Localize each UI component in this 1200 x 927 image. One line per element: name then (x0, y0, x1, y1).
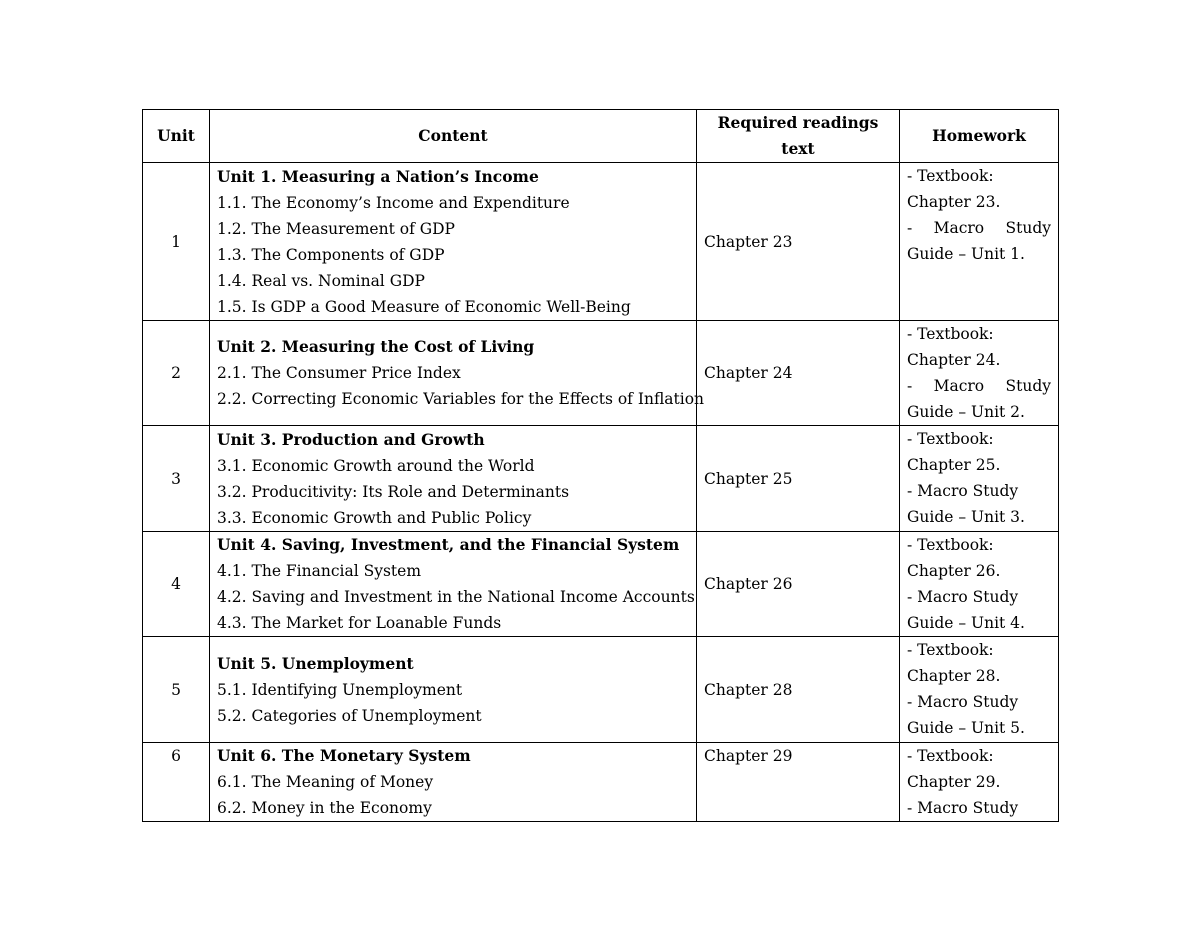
unit-content (210, 426, 697, 532)
topic-item: 5.2. Categories of Unemployment (217, 706, 482, 725)
homework-line: Chapter 26. (907, 562, 1001, 580)
homework-line-study: Study (1005, 219, 1051, 237)
homework-cell (900, 532, 1059, 637)
topic-item: 6.1. The Meaning of Money (217, 773, 434, 791)
unit-title: Unit 2. Measuring the Cost of Living (217, 337, 535, 356)
homework-line: Guide – Unit 4. (907, 614, 1025, 632)
required-reading: Chapter 29 (697, 743, 900, 822)
table-row (143, 637, 1059, 743)
homework-line: Chapter 28. (907, 667, 1001, 685)
homework-line: - Macro Study (907, 693, 1019, 711)
topic-item: 1.5. Is GDP a Good Measure of Economic Well-Being (217, 297, 631, 316)
homework-line: Chapter 25. (907, 456, 1001, 474)
required-reading: Chapter 24 (697, 321, 900, 426)
required-reading: Chapter 25 (697, 426, 900, 532)
homework-cell (900, 426, 1059, 532)
homework-cell (900, 163, 1059, 321)
homework-line-study: Study (1005, 377, 1051, 395)
homework-cell (900, 743, 1059, 822)
unit-content (210, 743, 697, 822)
topic-item: 1.1. The Economy’s Income and Expenditure (217, 193, 570, 212)
homework-line: Guide – Unit 5. (907, 719, 1025, 737)
unit-number: 4 (143, 532, 210, 637)
header-homework: Homework (900, 110, 1059, 163)
homework-line: Guide – Unit 3. (907, 508, 1025, 526)
topic-item: 4.2. Saving and Investment in the National Income Accounts (217, 588, 695, 606)
homework-line (907, 373, 1051, 399)
homework-line-dash: - (907, 377, 913, 395)
homework-cell (900, 637, 1059, 743)
header-content: Content (210, 110, 697, 163)
homework-cell (900, 321, 1059, 426)
topic-item: 3.1. Economic Growth around the World (217, 456, 535, 475)
homework-line: - Macro Study (907, 588, 1019, 606)
homework-line: - Textbook: (907, 325, 994, 343)
unit-content (210, 321, 705, 426)
homework-line: Chapter 29. (907, 773, 1001, 791)
topic-item: 5.1. Identifying Unemployment (217, 680, 463, 699)
topic-item: 2.2. Correcting Economic Variables for the Effects of Inflation (217, 390, 705, 408)
unit-title: Unit 6. The Monetary System (217, 746, 471, 765)
topic-item: 1.2. The Measurement of GDP (217, 219, 455, 238)
homework-line: - Textbook: (907, 430, 994, 448)
homework-line-macro: Macro (933, 219, 985, 237)
topic-item: 2.1. The Consumer Price Index (217, 364, 461, 382)
homework-line: - Macro Study (907, 482, 1019, 500)
topic-item: 1.4. Real vs. Nominal GDP (217, 271, 425, 290)
topic-item: 3.3. Economic Growth and Public Policy (217, 508, 532, 527)
unit-number: 1 (143, 163, 210, 321)
topic-item: 4.3. The Market for Loanable Funds (217, 614, 502, 632)
required-reading: Chapter 23 (697, 163, 900, 321)
table-row (143, 321, 1059, 426)
unit-title: Unit 5. Unemployment (217, 653, 414, 673)
header-unit: Unit (143, 110, 210, 163)
table-row (143, 532, 1059, 637)
header-row (143, 110, 1059, 163)
homework-line (907, 215, 1051, 241)
homework-line: - Macro Study (907, 799, 1019, 817)
homework-line: Chapter 24. (907, 351, 1001, 369)
required-reading: Chapter 26 (697, 532, 900, 637)
topic-item: 6.2. Money in the Economy (217, 799, 432, 817)
required-reading: Chapter 28 (697, 637, 900, 743)
table-row (143, 426, 1059, 532)
homework-line: Guide – Unit 1. (907, 245, 1025, 263)
unit-content (210, 163, 697, 321)
topic-item: 4.1. The Financial System (217, 562, 422, 580)
homework-line: - Textbook: (907, 536, 994, 554)
unit-number: 6 (143, 743, 210, 822)
homework-line: Chapter 23. (907, 193, 1001, 211)
homework-line-dash: - (907, 219, 913, 237)
topic-item: 3.2. Producitivity: Its Role and Determinants (217, 482, 570, 501)
homework-line: - Textbook: (907, 747, 994, 765)
unit-number: 5 (143, 637, 210, 743)
homework-line-macro: Macro (933, 377, 985, 395)
homework-line: Guide – Unit 2. (907, 403, 1025, 421)
unit-title: Unit 1. Measuring a Nation’s Income (217, 166, 539, 186)
table-row (143, 163, 1059, 321)
homework-line: - Textbook: (907, 167, 994, 185)
unit-title: Unit 3. Production and Growth (217, 429, 485, 449)
table-row (143, 743, 1059, 822)
unit-number: 2 (143, 321, 210, 426)
homework-line: - Textbook: (907, 641, 994, 659)
topic-item: 1.3. The Components of GDP (217, 245, 445, 264)
unit-content (210, 637, 697, 743)
unit-content (210, 532, 697, 637)
syllabus-table (142, 109, 1059, 822)
unit-number: 3 (143, 426, 210, 532)
header-readings: Required readings text (697, 110, 900, 163)
unit-title: Unit 4. Saving, Investment, and the Financial System (217, 535, 680, 554)
